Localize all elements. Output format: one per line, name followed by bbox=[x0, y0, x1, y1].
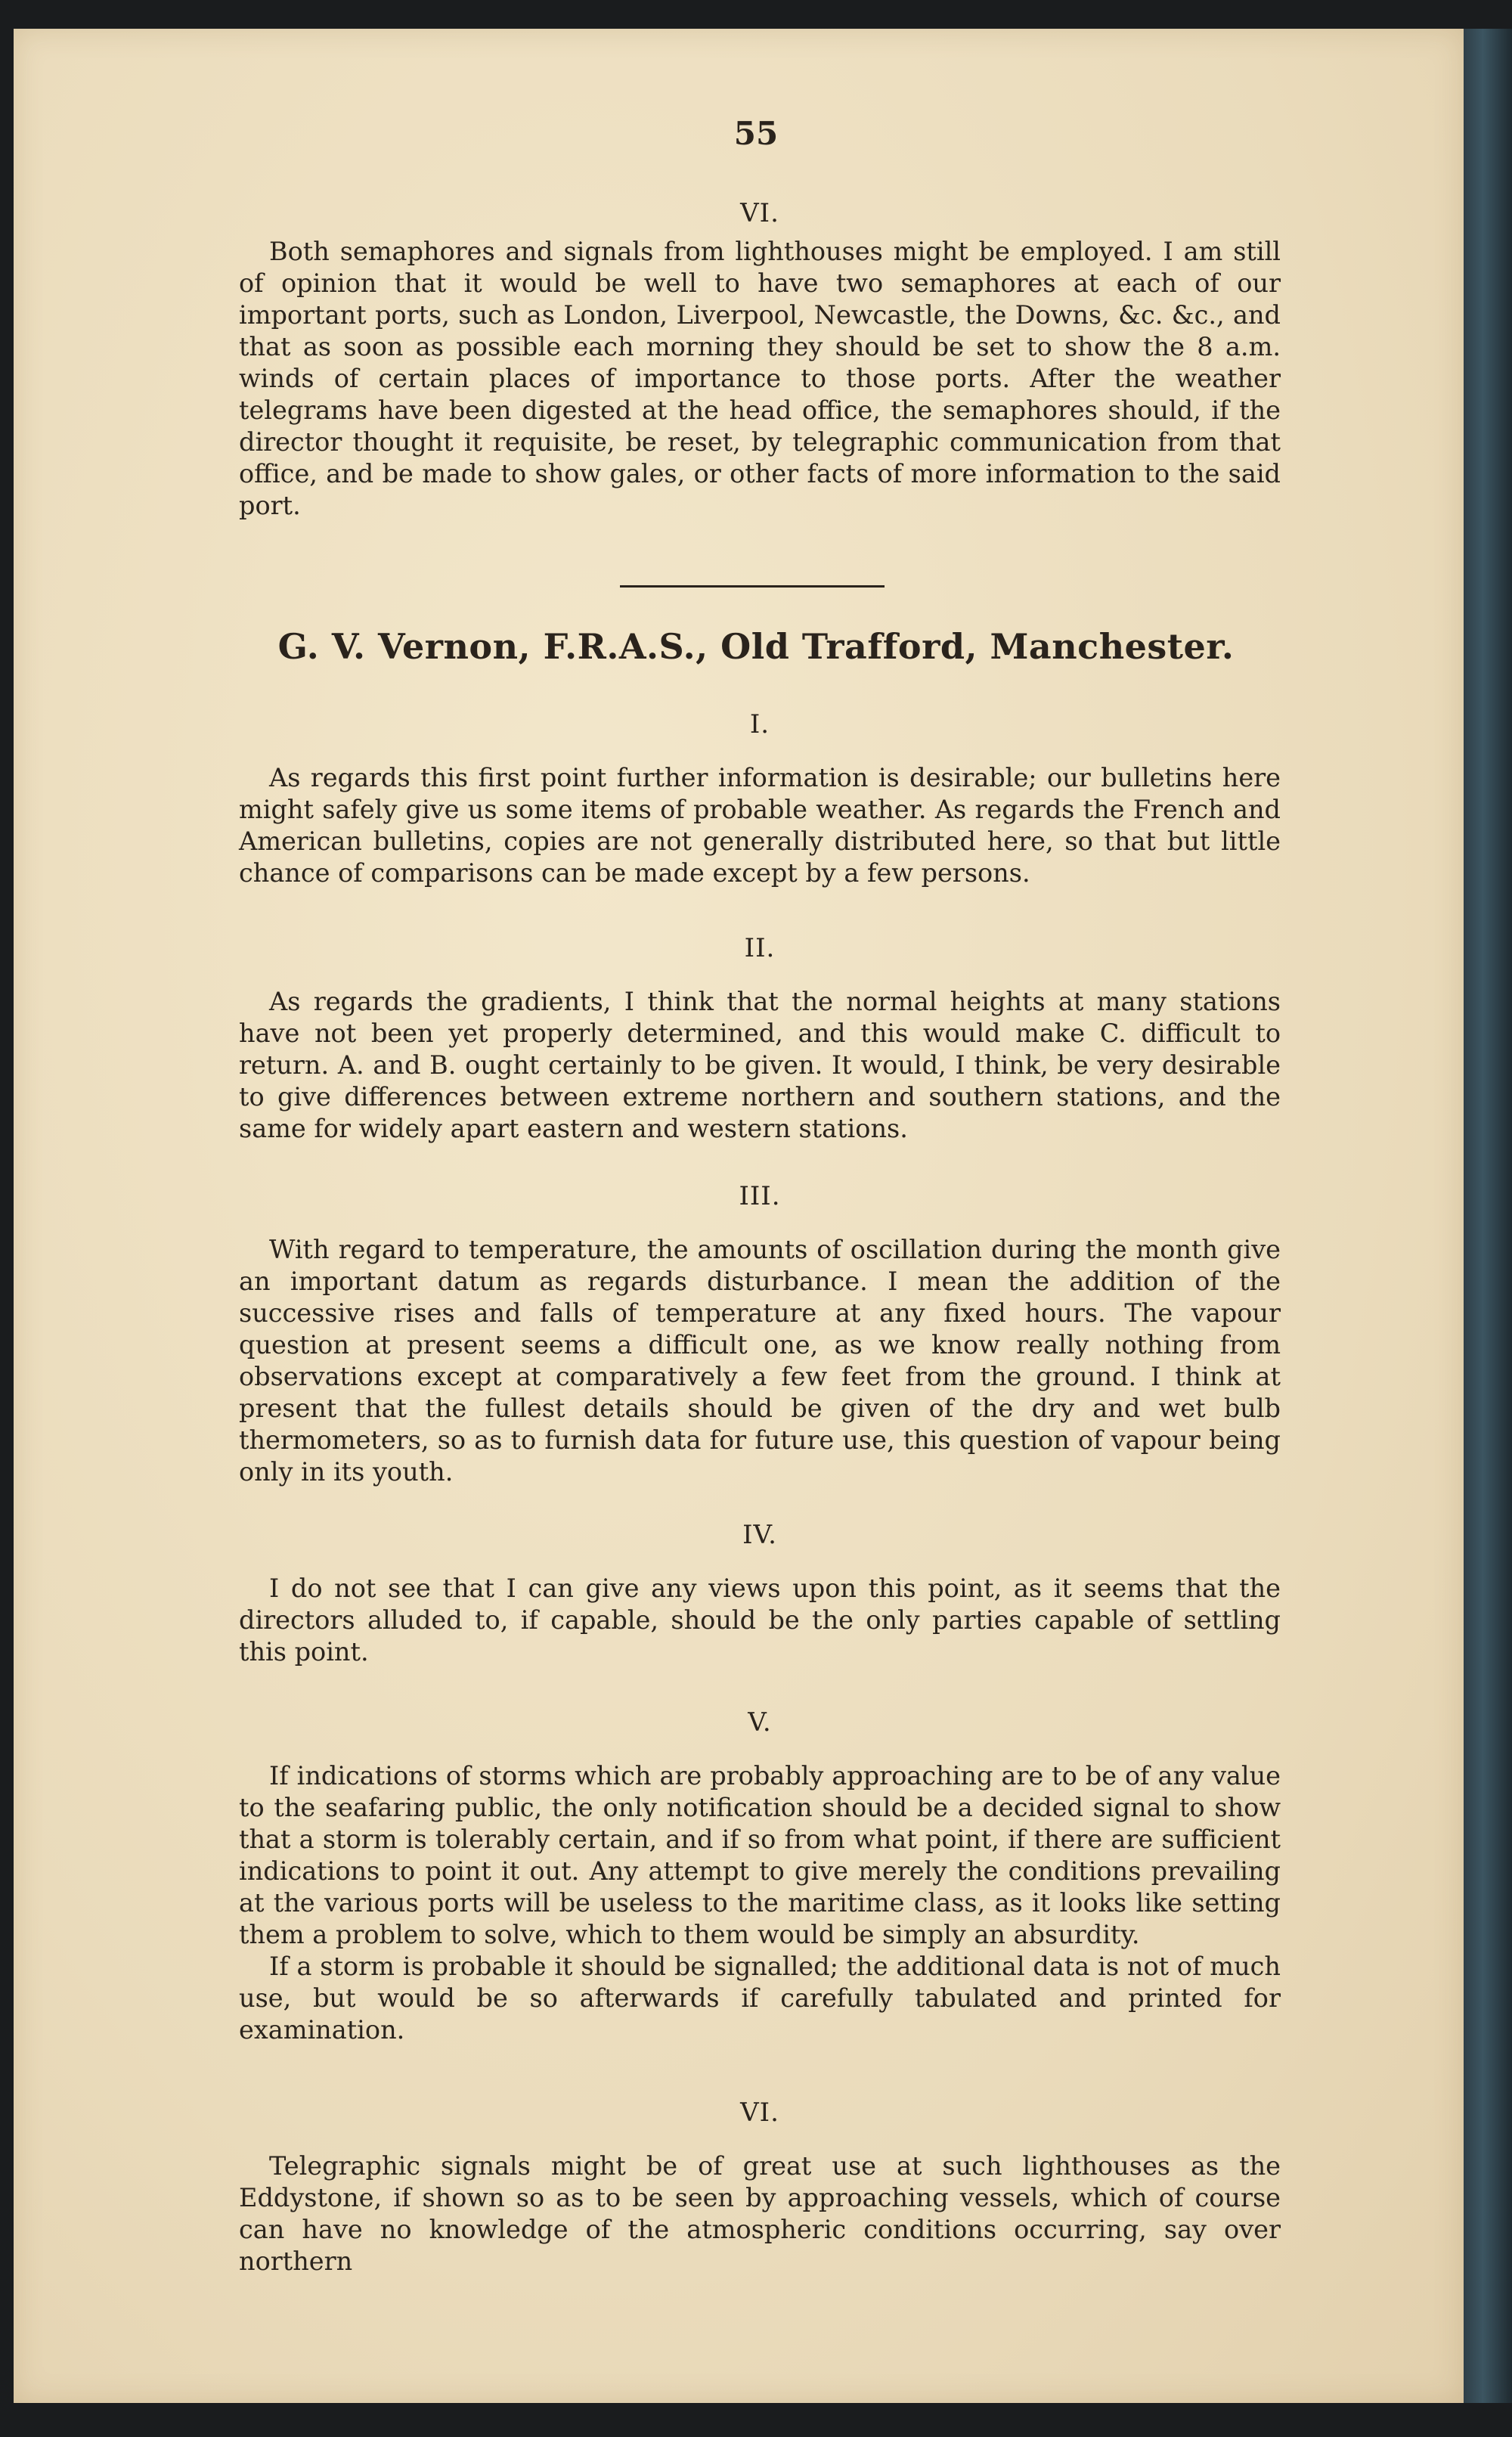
section-vi-first bbox=[239, 198, 1281, 522]
author-heading: G. V. Vernon, F.R.A.S., Old Trafford, Manchester. bbox=[277, 626, 1235, 667]
section-vi-second bbox=[239, 2097, 1281, 2277]
section-heading: VI. bbox=[740, 2097, 779, 2128]
paragraph: I do not see that I can give any views upon this point, as it seems that the directors alluded to, if capable, should be the only parties capable of settling this point. bbox=[239, 1574, 1281, 1667]
paragraph: As regards this first point further information is desirable; our bulletins here might safely give us some items of probable weather. As regards the French and American bulletins, copies are not generally distributed here, so that but little chance of comparisons can be made except by a few persons. bbox=[239, 763, 1281, 888]
paragraph: Both semaphores and signals from lighthouses might be employed. I am still of opinion that it would be well to have two semaphores at each of our important ports, such as London, Liverpool, Newcastle, the Downs, &c. &c., and that as soon as possible each morning they should be set to show the 8 a.m. winds of certain places of importance to those ports. After the weather telegrams have been digested at the head office, the semaphores should, if the director thought it requisite, be reset, by telegraphic communication from that office, and be made to show gales, or other facts of more information to the said port. bbox=[239, 237, 1281, 520]
divider-rule bbox=[620, 585, 885, 588]
section-ii bbox=[239, 933, 1281, 1145]
section-i bbox=[239, 709, 1281, 889]
section-heading: V. bbox=[748, 1707, 772, 1738]
page-number: 55 bbox=[733, 115, 779, 152]
paragraph: If indications of storms which are probably approaching are to be of any value to the seafaring public, the only notification should be a decided signal to show that a storm is tolerably certain, and if so from what point, if there are sufficient indications to point it out. Any attempt to give merely the conditions prevailing at the various ports will be useless to the maritime class, as it looks like setting them a problem to solve, which to them would be simply an absurdity. bbox=[239, 1761, 1281, 1949]
section-heading: II. bbox=[744, 933, 776, 963]
section-heading: IV. bbox=[742, 1520, 777, 1550]
section-v bbox=[239, 1707, 1281, 2046]
section-iv bbox=[239, 1520, 1281, 1668]
paragraph: With regard to temperature, the amounts of oscillation during the month give an important datum as regards disturbance. I mean the addition of the successive rises and falls of temperature at any fixed hours. The vapour question at present seems a difficult one, as we know really nothing from observations except at comparatively a few feet from the ground. I think at present that the fullest details should be given of the dry and wet bulb thermometers, so as to furnish data for future use, this question of vapour being only in its youth. bbox=[239, 1235, 1281, 1487]
section-iii bbox=[239, 1181, 1281, 1488]
paragraph: Telegraphic signals might be of great use at such lighthouses as the Eddystone, if shown so as to be seen by approaching vessels, which of course can have no knowledge of the atmospheric conditions occurring, say over northern bbox=[239, 2151, 1281, 2276]
section-heading: III. bbox=[739, 1181, 781, 1211]
paragraph: As regards the gradients, I think that the normal heights at many stations have not been yet properly determined, and this would make C. difficult to return. A. and B. ought certainly to be given. It would, I think, be very desirable to give differences between extreme northern and southern stations, and the same for widely apart eastern and western stations. bbox=[239, 987, 1281, 1143]
paragraph: If a storm is probable it should be signalled; the additional data is not of much use, but would be so afterwards if carefully tabulated and printed for examination. bbox=[239, 1952, 1281, 2045]
section-heading: I. bbox=[749, 709, 770, 739]
book-edge bbox=[1464, 29, 1512, 2403]
section-heading: VI. bbox=[740, 198, 779, 228]
